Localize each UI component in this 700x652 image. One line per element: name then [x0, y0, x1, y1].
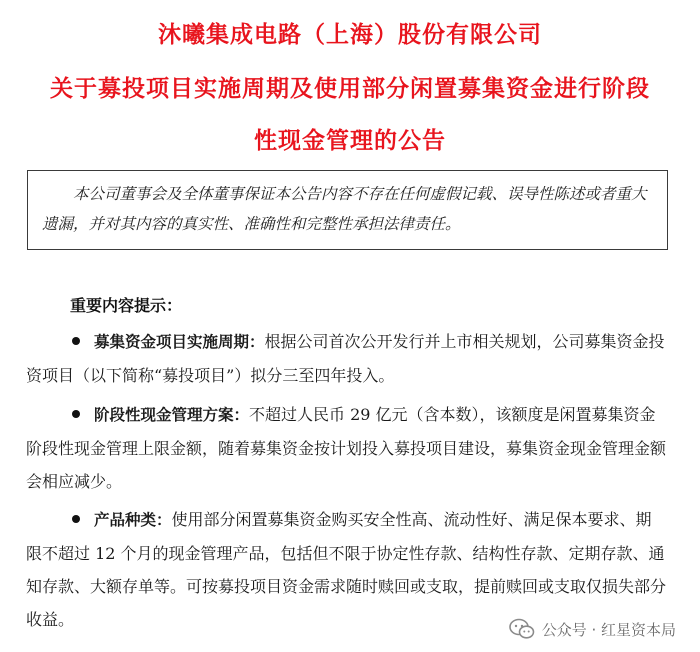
disclaimer-text: 本公司董事会及全体董事保证本公告内容不存在任何虚假记载、误导性陈述或者重大遗漏，并对其内容的真实性、准确性和完整性承担法律责任。 — [42, 185, 647, 233]
item-text: 使用部分闲置募集资金购买安全性高、流动性好、满足保本要求、期限不超过 12 个月的现金管理产品，包括但不限于协定性存款、结构性存款、定期存款、通知存款、大额存单等。可按募投项目资金需求随时赎回或支取，提前赎回或支取仅损失部分收益。 — [26, 510, 667, 629]
company-name: 沐曦集成电路（上海）股份有限公司 — [158, 22, 542, 48]
announcement-title-line-1: 关于募投项目实施周期及使用部分闲置募集资金进行阶段 — [50, 76, 650, 102]
bullet-icon — [72, 337, 80, 345]
watermark-text: 公众号 · 红星资本局 — [541, 620, 676, 639]
item-label: 募集资金项目实施周期： — [94, 333, 265, 351]
item-text: 不超过人民币 29 亿元（含本数），该额度是闲置募集资金阶段性现金管理上限金额，随着募集资金按计划投入募投项目建设，募集资金现金管理金额会相应减少。 — [26, 405, 667, 491]
summary-item — [26, 398, 666, 498]
bullet-icon — [72, 515, 80, 523]
bullet-icon — [72, 410, 80, 418]
wechat-icon — [509, 618, 535, 640]
summary-item — [26, 325, 666, 392]
item-label: 产品种类： — [94, 511, 172, 529]
disclaimer-box — [27, 170, 668, 250]
item-text: 根据公司首次公开发行并上市相关规划，公司募集资金投资项目（以下简称“募投项目”）拟分三至四年投入。 — [26, 332, 665, 385]
watermark — [505, 616, 680, 642]
announcement-title-line-2: 性现金管理的公告 — [254, 128, 446, 154]
item-label: 阶段性现金管理方案： — [94, 406, 250, 424]
summary-heading: 重要内容提示： — [70, 296, 183, 315]
